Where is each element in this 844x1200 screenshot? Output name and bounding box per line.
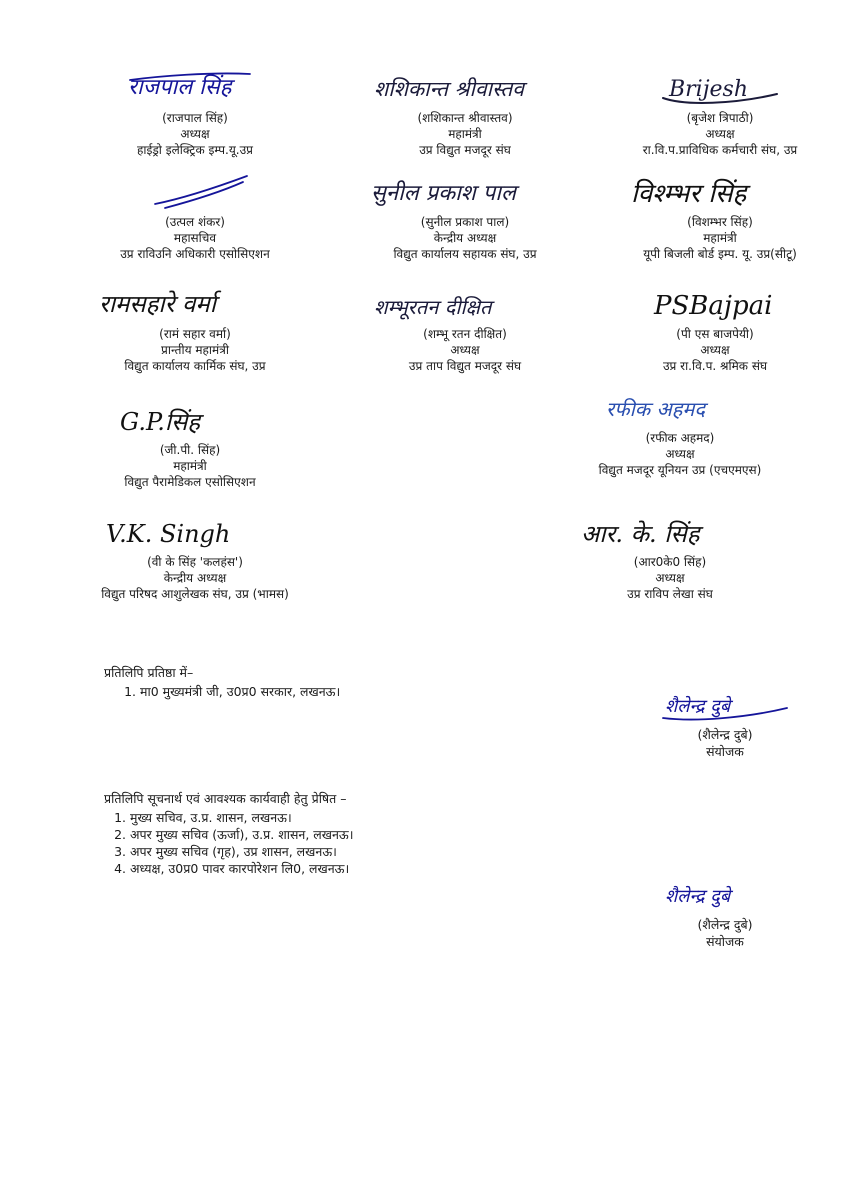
signatory-organization: विद्युत मजदूर यूनियन उप्र (एचएमएस) — [598, 463, 762, 477]
copy-honour-section — [104, 664, 624, 700]
svg-text:रामसहारे वर्मा: रामसहारे वर्मा — [99, 290, 216, 318]
convener-signature — [655, 682, 795, 726]
svg-text:शैलेन्द्र दुबे: शैलेन्द्र दुबे — [665, 886, 731, 907]
signatory-organization: हाईड्रो इलेक्ट्रिक इम्प.यू.उप्र — [137, 143, 253, 157]
signatory-block — [90, 398, 290, 490]
signatory-name: (वी के सिंह 'कलहंस') — [147, 555, 243, 569]
signatory-name: (सुनील प्रकाश पाल) — [420, 215, 510, 229]
convener-name: (शैलेन्द्र दुबे) — [697, 917, 753, 932]
signatory-name: (आर0के0 सिंह) — [633, 555, 707, 569]
signatory-designation: अध्यक्ष — [700, 343, 730, 357]
list-item: 3. अपर मुख्य सचिव (गृह), उप्र शासन, लखनऊ। — [130, 843, 624, 860]
list-item: 1. मा0 मुख्यमंत्री जी, उ0प्र0 सरकार, लखनऊ। — [140, 683, 624, 700]
signatory-designation: केन्द्रीय अध्यक्ष — [163, 571, 227, 585]
signatory-designation: महामंत्री — [703, 231, 737, 245]
signature — [365, 66, 565, 110]
signature — [85, 282, 305, 326]
signatory-block — [615, 282, 815, 374]
svg-text:राजपाल सिंह: राजपाल सिंह — [128, 75, 232, 100]
convener-block — [655, 872, 795, 950]
signatory-designation: अध्यक्ष — [655, 571, 685, 585]
convener-name: (शैलेन्द्र दुबे) — [697, 727, 753, 742]
copy-info-heading: प्रतिलिपि सूचनार्थ एवं आवश्यक कार्यवाही हेतु प्रेषित – — [104, 791, 347, 806]
signatory-organization: उप्र विद्युत मजदूर संघ — [419, 143, 511, 157]
signatory-name: (रफीक अहमद) — [645, 431, 715, 445]
signatory-designation: महासचिव — [173, 231, 217, 245]
signatory-block — [355, 282, 575, 374]
svg-text:सुनील प्रकाश पाल: सुनील प्रकाश पाल — [371, 181, 516, 206]
signatory-organization: उप्र ताप विद्युत मजदूर संघ — [408, 359, 522, 373]
signatory-designation: अध्यक्ष — [705, 127, 735, 141]
signatory-designation: अध्यक्ष — [665, 447, 695, 461]
list-item: 1. मुख्य सचिव, उ.प्र. शासन, लखनऊ। — [130, 809, 624, 826]
signatory-designation: अध्यक्ष — [180, 127, 210, 141]
svg-text:Brijesh: Brijesh — [669, 77, 749, 102]
signatory-block — [570, 510, 770, 602]
signatory-organization: विद्युत कार्यालय कार्मिक संघ, उप्र — [124, 359, 266, 373]
convener-title: संयोजक — [706, 934, 744, 949]
signatory-block — [95, 66, 295, 158]
signatory-name: (पी एस बाजपेयी) — [676, 327, 754, 341]
signature — [95, 170, 295, 214]
signatory-block — [620, 66, 820, 158]
signatory-name: (शशिकान्त श्रीवास्तव) — [417, 111, 513, 125]
signature — [570, 510, 770, 554]
signature — [90, 398, 290, 442]
svg-text:शशिकान्त श्रीवास्तव: शशिकान्त श्रीवास्तव — [374, 77, 524, 101]
list-item: 2. अपर मुख्य सचिव (ऊर्जा), उ.प्र. शासन, लखनऊ। — [130, 826, 624, 843]
list-item: 4. अध्यक्ष, उ0प्र0 पावर कारपोरेशन लि0, लखनऊ। — [130, 860, 624, 877]
signatory-block — [60, 510, 330, 602]
signatory-block — [540, 386, 820, 478]
signatory-designation: प्रान्तीय महामंत्री — [161, 343, 229, 357]
signatory-organization: उप्र राविप लेखा संघ — [627, 587, 713, 601]
svg-text:आर. के. सिंह: आर. के. सिंह — [581, 520, 700, 548]
signatory-block — [85, 282, 305, 374]
copy-honour-heading: प्रतिलिपि प्रतिष्ठा में– — [104, 665, 194, 680]
convener-title: संयोजक — [706, 744, 744, 759]
signatory-name: (उत्पल शंकर) — [165, 215, 225, 229]
signatory-name: (शम्भू रतन दीक्षित) — [423, 327, 507, 341]
signatory-organization: उप्र राविउनि अधिकारी एसोसिएशन — [120, 247, 270, 261]
convener-signature — [655, 872, 795, 916]
signatory-block — [340, 170, 590, 262]
copy-info-section — [104, 790, 624, 877]
signatory-designation: केन्द्रीय अध्यक्ष — [433, 231, 497, 245]
signatory-designation: अध्यक्ष — [450, 343, 480, 357]
svg-text:रफीक अहमद: रफीक अहमद — [606, 397, 705, 421]
signature — [340, 170, 590, 214]
convener-block — [655, 682, 795, 760]
signature — [540, 386, 820, 430]
signatory-organization: विद्युत कार्यालय सहायक संघ, उप्र — [393, 247, 537, 261]
signature — [60, 510, 330, 554]
signatory-organization: उप्र रा.वि.प. श्रमिक संघ — [662, 359, 768, 373]
svg-text:V.K. Singh: V.K. Singh — [106, 520, 231, 548]
signatory-organization: विद्युत पैरामेडिकल एसोसिएशन — [124, 475, 256, 489]
signature — [615, 170, 825, 214]
signature — [615, 282, 815, 326]
signatory-organization: रा.वि.प.प्राविधिक कर्मचारी संघ, उप्र — [642, 143, 798, 157]
signatory-name: (राजपाल सिंह) — [162, 111, 228, 125]
copy-info-list — [104, 809, 624, 877]
svg-text:शैलेन्द्र दुबे: शैलेन्द्र दुबे — [665, 696, 731, 717]
signatory-designation: महामंत्री — [173, 459, 207, 473]
copy-honour-list — [104, 683, 624, 700]
signatory-block — [615, 170, 825, 262]
signature — [95, 66, 295, 110]
signatory-block — [365, 66, 565, 158]
svg-text:PSBajpai: PSBajpai — [654, 291, 773, 321]
signatory-organization: यूपी बिजली बोर्ड इम्प. यू. उप्र(सीटू) — [643, 247, 797, 261]
signatory-name: (बृजेश त्रिपाठी) — [686, 111, 754, 125]
signatory-organization: विद्युत परिषद आशुलेखक संघ, उप्र (भामस) — [101, 587, 289, 601]
svg-text:शम्भूरतन दीक्षित: शम्भूरतन दीक्षित — [374, 295, 492, 319]
signature — [355, 282, 575, 326]
svg-text:G.P.सिंह: G.P.सिंह — [120, 408, 201, 436]
signatory-name: (जी.पी. सिंह) — [159, 443, 221, 457]
signatory-block — [95, 170, 295, 262]
signature — [620, 66, 820, 110]
svg-text:विश्म्भर सिंह: विश्म्भर सिंह — [631, 179, 747, 209]
signatory-designation: महामंत्री — [448, 127, 482, 141]
signatory-name: (विशम्भर सिंह) — [687, 215, 753, 229]
signatory-name: (रामं सहार वर्मा) — [159, 327, 231, 341]
